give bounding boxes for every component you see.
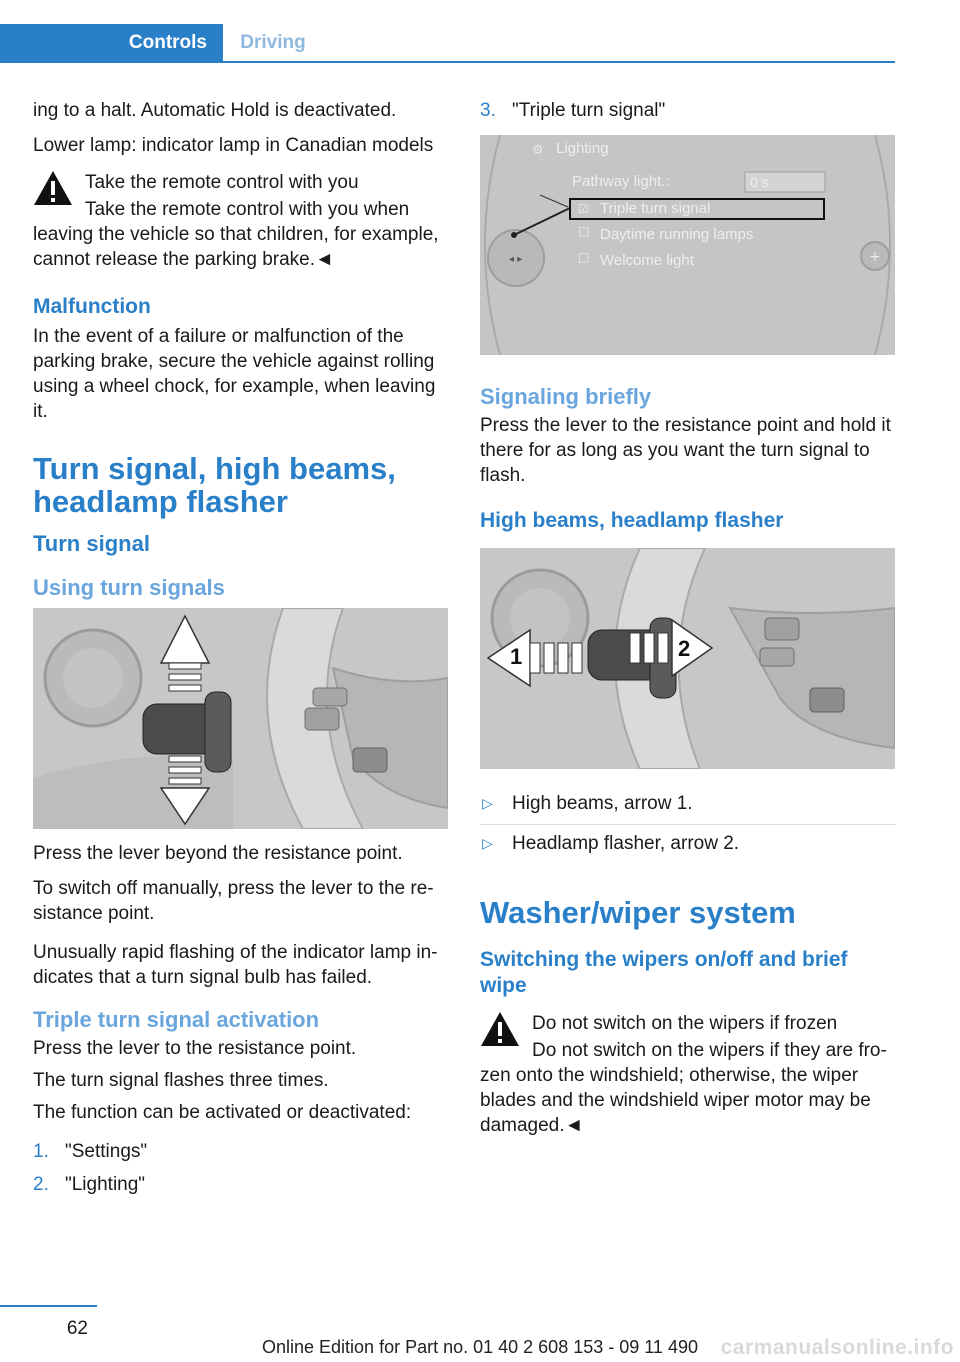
paragraph: The function can be activated or deactivated: (33, 1102, 412, 1123)
warning-triangle-icon (33, 170, 73, 206)
svg-text:□: □ (578, 224, 590, 238)
warning-body: Take the remote control with you when leaving the vehicle so that children, for example, cannot release the parking brake.◄ (33, 199, 439, 270)
option-daytime-running-lamps: Daytime running lamps (600, 226, 754, 243)
pathway-value: 0 s (750, 174, 769, 190)
svg-text:◂ ▸: ◂ ▸ (509, 254, 523, 265)
option-triple-turn-signal: Triple turn signal (600, 200, 711, 217)
svg-text:□: □ (578, 250, 590, 264)
triangle-bullet-icon: ▷ (482, 795, 493, 811)
footer-rule (0, 1305, 97, 1307)
warning-triangle-icon (480, 1011, 520, 1047)
paragraph: Press the lever beyond the resistance point. (33, 843, 403, 864)
divider (480, 824, 896, 825)
svg-text:⚙: ⚙ (532, 143, 544, 158)
footer-edition: Online Edition for Part no. 01 40 2 608 153 - 09 11 490 (262, 1337, 698, 1357)
paragraph: The turn signal flashes three times. (33, 1070, 329, 1091)
option-welcome-light: Welcome light (600, 252, 694, 269)
section-heading: Turn signal, high beams, headlamp flasher (33, 451, 396, 519)
arrow-2-label: 2 (678, 636, 691, 661)
heading-using-turn-signals: Using turn signals (33, 575, 225, 600)
header-tabbar (0, 24, 895, 63)
list-item: 2. "Lighting" (33, 1174, 146, 1195)
warning-title: Take the remote control with you (85, 172, 359, 193)
figure-high-beams-lever (480, 548, 895, 769)
heading-malfunction: Malfunction (33, 295, 151, 318)
paragraph: Unusually rapid flashing of the indicator lamp in‐dicates that a turn signal bulb has failed. (33, 942, 438, 988)
paragraph: Press the lever to the resistance point. (33, 1038, 357, 1059)
right-column (480, 98, 896, 1148)
heading-signaling-briefly: Signaling briefly (480, 384, 652, 409)
bullet-item: ▷ High beams, arrow 1. (482, 793, 693, 814)
bullet-item: ▷ Headlamp flasher, arrow 2. (482, 833, 740, 854)
pathway-label: Pathway light.: (572, 173, 670, 190)
paragraph: To switch off manually, press the lever to the re‐sistance point. (33, 878, 434, 924)
steering-wheel-illustration (33, 608, 448, 829)
figure-idrive-lighting-menu (480, 135, 895, 355)
svg-text:☑: ☑ (578, 202, 589, 216)
tab-controls[interactable]: Controls (0, 24, 223, 61)
heading-washer-wiper: Washer/wiper system (480, 895, 796, 930)
list-item: 1. "Settings" (33, 1141, 148, 1162)
heading-high-beams: High beams, headlamp flasher (480, 509, 784, 532)
warning-frozen-wipers (480, 1011, 896, 1138)
arrow-1-label: 1 (510, 644, 523, 669)
warning-body: Do not switch on the wipers if they are fro‐zen onto the windshield; otherwise, the wiper blades and the windshield wiper motor may be damaged.◄ (480, 1040, 887, 1136)
paragraph: ing to a halt. Automatic Hold is deactivated. (33, 100, 397, 121)
idrive-screen-illustration (480, 135, 895, 355)
heading-triple-turn-signal: Triple turn signal activation (33, 1007, 320, 1032)
svg-text:+: + (869, 249, 881, 265)
warning-remote-control (33, 170, 449, 272)
figure-turn-signal-lever (33, 608, 448, 829)
heading-turn-signal: Turn signal (33, 531, 150, 556)
warning-title: Do not switch on the wipers if frozen (532, 1013, 838, 1034)
triangle-bullet-icon: ▷ (482, 835, 493, 851)
paragraph: Press the lever to the resistance point and hold it there for as long as you want the turn signal to flash. (480, 415, 891, 486)
left-column (33, 98, 449, 1205)
list-item: 3. "Triple turn signal" (480, 100, 666, 121)
screen-title: Lighting (556, 140, 609, 157)
paragraph: In the event of a failure or malfunction of the parking brake, secure the vehicle against rolling using a wheel chock, for example, when leaving it. (33, 326, 436, 422)
watermark: carmanualsonline.info (720, 1336, 954, 1359)
heading-switching-wipers: Switching the wipers on/off and brief wipe (480, 948, 848, 997)
page-number: 62 (66, 1318, 88, 1339)
paragraph: Lower lamp: indicator lamp in Canadian models (33, 135, 434, 156)
tab-driving[interactable]: Driving (240, 32, 306, 53)
